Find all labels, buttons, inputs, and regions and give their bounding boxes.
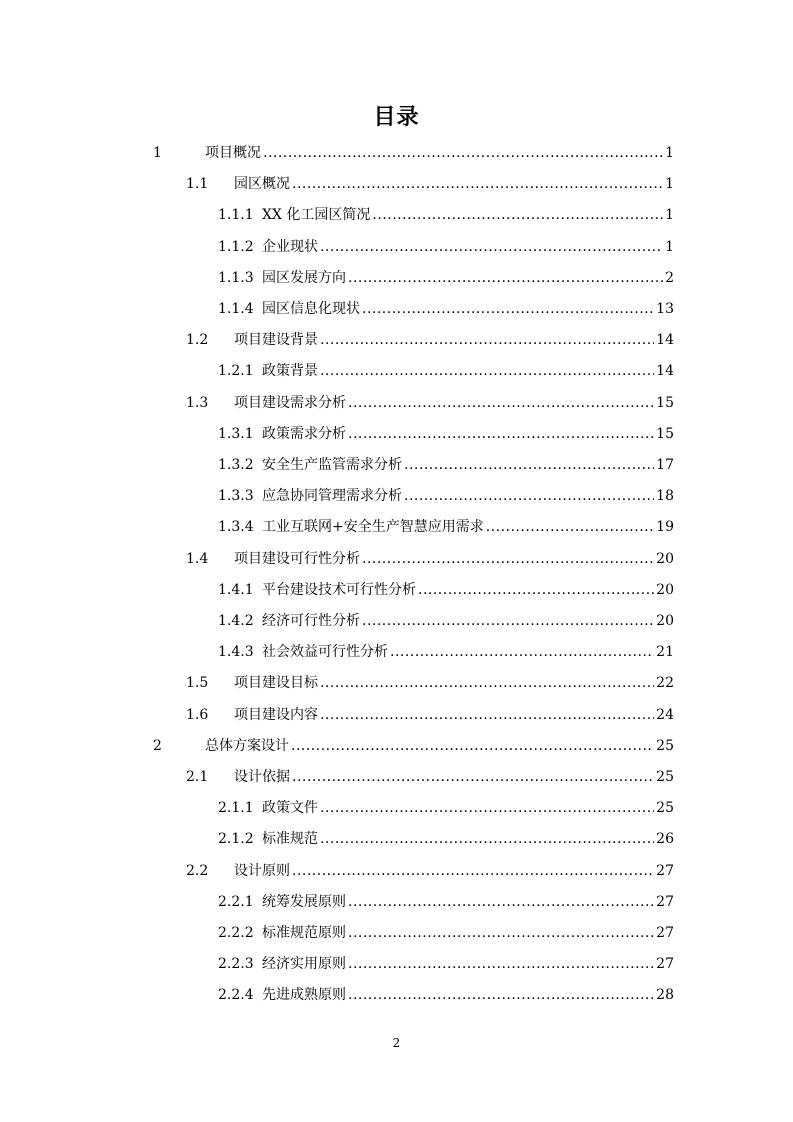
toc-entry-title: 项目建设可行性分析 <box>234 550 360 567</box>
toc-entry-title: 统筹发展原则 <box>262 893 346 910</box>
toc-entry-line <box>262 419 674 450</box>
toc-entry-line <box>234 700 674 731</box>
toc-entry[interactable] <box>0 887 793 918</box>
toc-entry-page-number: 19 <box>656 519 674 536</box>
dot-leader <box>320 325 654 356</box>
toc-entry-title: 标准规范原则 <box>262 925 346 941</box>
toc-entry[interactable] <box>0 481 793 512</box>
toc-entry-page-number: 20 <box>656 550 674 567</box>
dot-leader <box>362 294 654 325</box>
toc-entry[interactable] <box>0 793 793 824</box>
toc-entry[interactable] <box>0 980 793 1011</box>
toc-entry-title: 应急协同管理需求分析 <box>262 488 402 505</box>
toc-entry[interactable] <box>0 263 793 294</box>
toc-entry-line <box>262 512 674 543</box>
toc-entry-line <box>234 169 674 200</box>
toc-entry-title: 总体方案设计 <box>205 737 289 754</box>
toc-entry-number: 1.2.1 <box>218 363 254 380</box>
toc-entry-number: 2 <box>153 737 162 754</box>
toc-entry-page-number: 27 <box>656 862 674 879</box>
toc-entry[interactable] <box>0 700 793 731</box>
toc-entry-page-number: 27 <box>656 925 674 941</box>
toc-entry[interactable] <box>0 512 793 543</box>
toc-entry-page-number: 27 <box>656 893 674 910</box>
toc-entry[interactable] <box>0 388 793 419</box>
toc-entry-title: 标准规范 <box>262 831 318 848</box>
toc-entry-number: 1.3.1 <box>218 425 254 442</box>
toc-entry-line <box>262 263 674 294</box>
toc-entry-number: 2.1 <box>186 769 209 785</box>
toc-entry[interactable] <box>0 949 793 980</box>
toc-entry-number: 1.4.3 <box>218 644 254 661</box>
toc-entry-title: 企业现状 <box>262 238 318 255</box>
toc-entry-line <box>262 637 674 668</box>
toc-entry-title: 项目建设需求分析 <box>234 394 346 411</box>
toc-entry-line <box>234 325 674 356</box>
toc-entry[interactable] <box>0 450 793 481</box>
toc-entry[interactable] <box>0 294 793 325</box>
toc-entry-line <box>262 949 674 980</box>
toc-entry-line <box>262 294 674 325</box>
toc-entry-number: 1.4.2 <box>218 613 254 629</box>
toc-entry[interactable] <box>0 637 793 668</box>
toc-entry-title: 平台建设技术可行性分析 <box>262 581 416 598</box>
toc-entry-title: 政策背景 <box>262 363 318 380</box>
toc-entry-page-number: 22 <box>656 675 674 692</box>
dot-leader <box>320 356 654 387</box>
toc-entry-page-number: 18 <box>656 488 674 505</box>
toc-entry-number: 1.5 <box>186 675 209 692</box>
dot-leader <box>486 512 654 543</box>
toc-entry-title: 园区发展方向 <box>262 269 346 286</box>
dot-leader <box>292 169 663 200</box>
toc-entry-page-number: 15 <box>656 394 674 411</box>
toc-entry-line <box>262 200 674 231</box>
dot-leader <box>418 575 654 606</box>
toc-entry-page-number: 24 <box>656 706 674 723</box>
toc-entry-line <box>262 450 674 481</box>
toc-entry-number: 1.3 <box>186 394 209 411</box>
toc-entry-line <box>262 824 674 855</box>
toc-entry-line <box>234 856 674 887</box>
toc-entry-page-number: 14 <box>656 332 674 349</box>
toc-entry-title: XX 化工园区简况 <box>262 207 371 224</box>
toc-entry[interactable] <box>0 856 793 887</box>
toc-entry-line <box>234 762 674 793</box>
toc-entry-title: 项目概况 <box>205 145 261 161</box>
toc-entry-title: 社会效益可行性分析 <box>262 644 388 661</box>
toc-entry-number: 2.2.2 <box>218 925 254 941</box>
page-number-footer: 2 <box>392 1036 401 1050</box>
toc-entry-number: 1.4 <box>186 550 209 567</box>
dot-leader <box>348 887 654 918</box>
dot-leader <box>320 824 654 855</box>
toc-entry-page-number: 1 <box>665 145 674 161</box>
toc-entry-line <box>262 980 674 1011</box>
toc-entry-line <box>262 887 674 918</box>
toc-entry-line <box>234 668 674 699</box>
toc-entry-page-number: 1 <box>665 207 674 224</box>
toc-entry[interactable] <box>0 200 793 231</box>
dot-leader <box>404 450 654 481</box>
dot-leader <box>292 762 654 793</box>
toc-entry-page-number: 26 <box>656 831 674 848</box>
dot-leader <box>348 918 654 949</box>
toc-entry-number: 1.1.1 <box>218 207 254 224</box>
toc-entry-line <box>262 606 674 637</box>
dot-leader <box>320 700 654 731</box>
toc-entry[interactable] <box>0 668 793 699</box>
toc-entry-page-number: 25 <box>656 769 674 785</box>
toc-entry-number: 2.1.2 <box>218 831 254 848</box>
toc-entry-number: 1.1.2 <box>218 238 254 255</box>
toc-entry[interactable] <box>0 138 793 169</box>
toc-entry-title: 经济实用原则 <box>262 956 346 973</box>
toc-entry-number: 1 <box>153 145 162 161</box>
toc-entry-number: 1.3.3 <box>218 488 254 505</box>
toc-entry-title: 设计原则 <box>234 862 290 879</box>
toc-entry-title: 园区概况 <box>234 176 290 193</box>
toc-entry[interactable] <box>0 325 793 356</box>
toc-entry-number: 2.1.1 <box>218 800 254 817</box>
toc-entry-number: 1.3.2 <box>218 457 254 473</box>
toc-entry-number: 1.3.4 <box>218 519 254 536</box>
toc-entry-page-number: 21 <box>656 644 674 661</box>
toc-entry[interactable] <box>0 731 793 762</box>
toc-entry[interactable] <box>0 356 793 387</box>
toc-entry[interactable] <box>0 575 793 606</box>
toc-entry-page-number: 1 <box>665 238 674 255</box>
dot-leader <box>320 668 654 699</box>
toc-entry-number: 1.1 <box>186 176 209 193</box>
toc-entry-page-number: 2 <box>665 269 674 286</box>
dot-leader <box>320 232 663 263</box>
toc-entry[interactable] <box>0 232 793 263</box>
toc-entry-line <box>262 232 674 263</box>
toc-entry-page-number: 14 <box>656 363 674 380</box>
toc-entry-page-number: 15 <box>656 425 674 442</box>
toc-entry-title: 政策需求分析 <box>262 425 346 442</box>
toc-entry-number: 1.1.4 <box>218 301 254 317</box>
toc-entry-title: 设计依据 <box>234 769 290 785</box>
dot-leader <box>404 481 654 512</box>
toc-entry-page-number: 20 <box>656 613 674 629</box>
toc-entry-line <box>262 481 674 512</box>
dot-leader <box>348 980 654 1011</box>
toc-entry-title: 项目建设内容 <box>234 706 318 723</box>
toc-entry[interactable] <box>0 762 793 793</box>
toc-entry-page-number: 17 <box>656 457 674 473</box>
toc-entry-number: 1.4.1 <box>218 581 254 598</box>
page-title: 目录 <box>373 105 420 130</box>
toc-entry-number: 2.2.4 <box>218 987 254 1004</box>
toc-entry-title: 经济可行性分析 <box>262 613 360 629</box>
toc-entry[interactable] <box>0 824 793 855</box>
dot-leader <box>362 544 654 575</box>
toc-entry-line <box>262 575 674 606</box>
toc-entry-number: 1.6 <box>186 706 209 723</box>
dot-leader <box>372 200 663 231</box>
toc-entry-number: 2.2.1 <box>218 893 254 910</box>
toc-entry-line <box>262 918 674 949</box>
toc-entry-number: 1.2 <box>186 332 209 349</box>
dot-leader <box>263 138 663 169</box>
dot-leader <box>348 388 654 419</box>
toc-entry-line <box>234 388 674 419</box>
dot-leader <box>362 606 654 637</box>
toc-entry-title: 项目建设目标 <box>234 675 318 692</box>
toc-entry-title: 安全生产监管需求分析 <box>262 457 402 473</box>
toc-entry-page-number: 25 <box>656 800 674 817</box>
toc-entry[interactable] <box>0 169 793 200</box>
toc-entry-page-number: 20 <box>656 581 674 598</box>
toc-entry-page-number: 1 <box>665 176 674 193</box>
toc-entry-title: 工业互联网+安全生产智慧应用需求 <box>262 519 484 536</box>
dot-leader <box>390 637 654 668</box>
dot-leader <box>348 419 654 450</box>
toc-entry-page-number: 25 <box>656 737 674 754</box>
toc-entry-number: 2.2.3 <box>218 956 254 973</box>
toc-entry[interactable] <box>0 918 793 949</box>
toc-entry-line <box>262 793 674 824</box>
toc-entry-line <box>234 544 674 575</box>
toc-entry-title: 政策文件 <box>262 800 318 817</box>
toc-entry-title: 园区信息化现状 <box>262 301 360 317</box>
toc-entry-title: 项目建设背景 <box>234 332 318 349</box>
toc-entry[interactable] <box>0 419 793 450</box>
toc-entry-page-number: 27 <box>656 956 674 973</box>
toc-entry-number: 1.1.3 <box>218 269 254 286</box>
toc-entry-line <box>205 731 674 762</box>
toc-entry-page-number: 13 <box>656 301 674 317</box>
toc-entry-line <box>262 356 674 387</box>
dot-leader <box>291 731 654 762</box>
toc-entry[interactable] <box>0 606 793 637</box>
toc-entry-page-number: 28 <box>656 987 674 1004</box>
toc-entry-number: 2.2 <box>186 862 209 879</box>
dot-leader <box>348 949 654 980</box>
toc-entry-title: 先进成熟原则 <box>262 987 346 1004</box>
dot-leader <box>292 856 654 887</box>
dot-leader <box>320 793 654 824</box>
toc-entry[interactable] <box>0 544 793 575</box>
toc-entry-line <box>205 138 674 169</box>
dot-leader <box>348 263 663 294</box>
